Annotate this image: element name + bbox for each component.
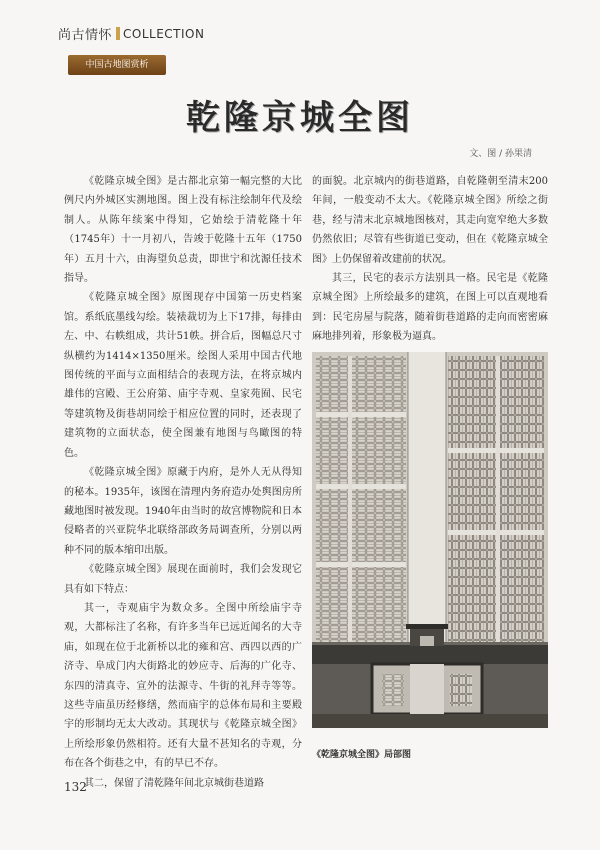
paragraph: 其三，民宅的表示方法别具一格。民宅是《乾隆京城全图》上所绘最多的建筑，在图上可以直观地看到：民宅房屋与院落，随着街巷道路的走向而密密麻麻地排列着，形象极为逼真。	[312, 273, 548, 343]
paragraph: 《乾隆京城全图》原图现存中国第一历史档案馆。系纸底墨线勾绘。装裱裁切为上下17排，每排由左、中、右帙组成，共计51帙。拼合后，图幅总尺寸纵横约为1414×1350厘米。绘图人采用中国古代地图传统的平面与立面相结合的表现方法，在将京城内雄伟的宫殿、王公府第、庙宇寺观、皇家苑囿、民宅等建筑物及街巷胡同绘于相应位置的同时，还表现了建筑物的立面状态，使全图兼有地图与鸟瞰图的特色。	[64, 292, 302, 459]
byline: 文、图 / 孙果清	[469, 149, 532, 159]
article-title: 乾隆京城全图	[186, 98, 414, 138]
paragraph: 《乾隆京城全图》原藏于内府，是外人无从得知的秘本。1935年，该图在清理内务府造办处舆图房所藏地图时被发现。1940年由当时的故宫博物院和日本侵略者的兴亚院华北联络部政务局调查所，分别以两种不同的版本缩印出版。	[64, 467, 302, 556]
paragraph: 的面貌。北京城内的街巷道路，自乾隆朝至清末200年间，一般变动不太大。《乾隆京城全图》所绘之街巷，经与清末北京城地图核对，其走向宽窄绝大多数仍然依旧；尽管有些街道已变动，但在《乾隆京城全图》上仍保留着改建前的状况。	[312, 176, 548, 265]
paragraph: 其一，寺观庙宇为数众多。全图中所绘庙宇寺观，大都标注了名称，有许多当年已远近闻名的大寺庙，如现在位于北新桥以北的雍和宫、西四以西的广济寺、阜成门内大街路北的妙应寺、后海的广化寺、东四的清真寺、宣外的法源寺、牛街的礼拜寺等等。这些寺庙虽历经修缮，然而庙宇的总体布局和主要殿宇的形制均无太大改动。其现状与《乾隆京城全图》上所绘形象仍然相符。还有大量不甚知名的寺观，分布在各个街巷之中，有的早已不存。	[64, 602, 302, 770]
section-header	[58, 24, 204, 43]
map-image	[312, 352, 548, 728]
left-column	[64, 172, 302, 793]
column-tag: 中国古地图赏析	[68, 55, 166, 75]
paragraph: 《乾隆京城全图》展现在面前时，我们会发现它具有如下特点：	[64, 564, 302, 595]
map-illustration	[312, 352, 548, 728]
section-name: 尚古情怀	[58, 28, 113, 43]
collection-label: COLLECTION	[123, 26, 205, 41]
page-number: 132	[64, 780, 87, 794]
paragraph: 其二，保留了清乾隆年间北京城街巷道路	[84, 777, 264, 789]
map-caption: 《乾隆京城全图》局部图	[312, 750, 412, 760]
right-column	[312, 172, 548, 347]
paragraph: 《乾隆京城全图》是古都北京第一幅完整的大比例尺内外城区实测地图。图上没有标注绘制年代及绘制人。从陈年续案中得知，它始绘于清乾隆十年（1745年）十一月初八，告竣于乾隆十五年（1750年）五月十六，由海望负总责，即世宁和沈源任技术指导。	[64, 176, 302, 285]
header-divider	[116, 27, 120, 40]
